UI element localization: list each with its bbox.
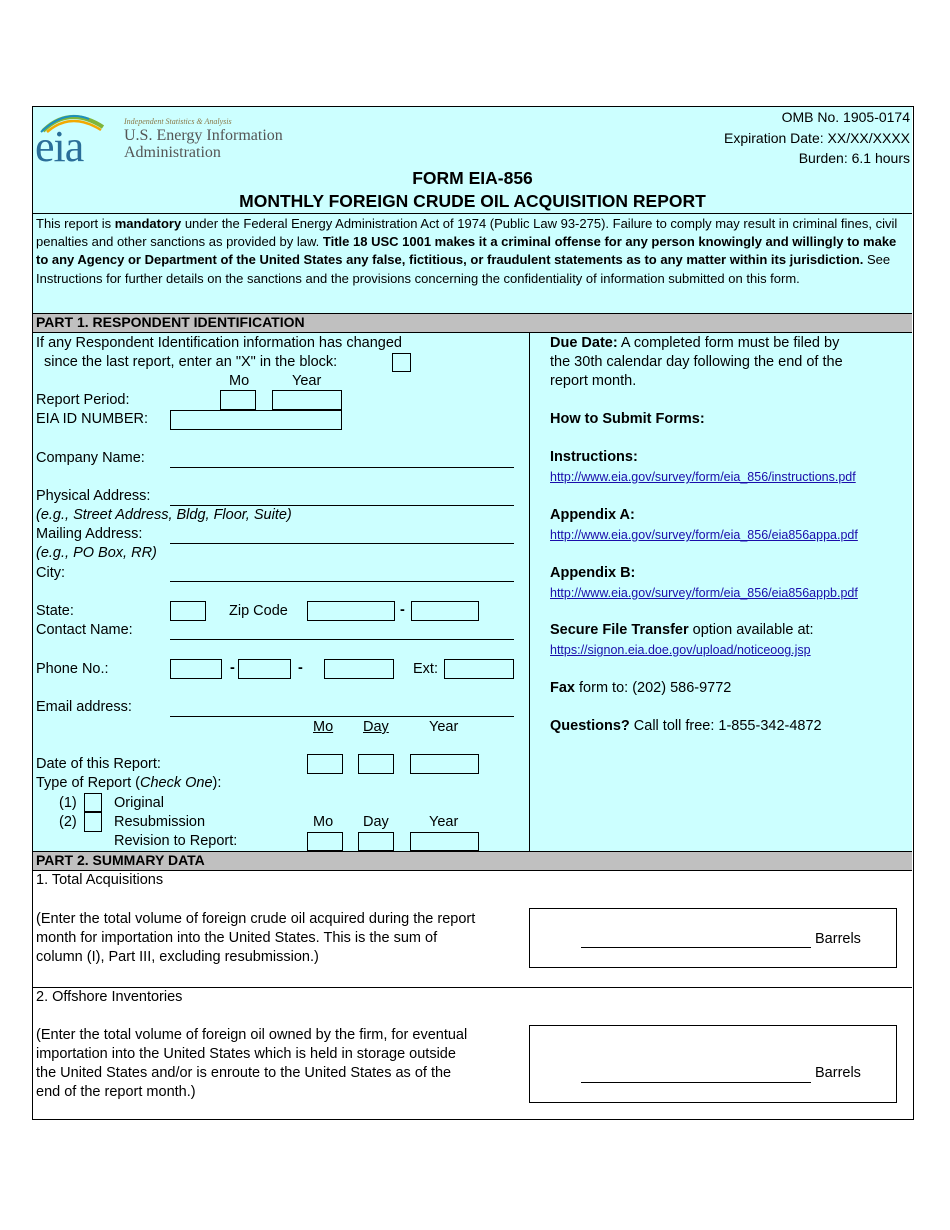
revision-month-input[interactable] bbox=[307, 832, 343, 851]
total-acquisitions-input[interactable] bbox=[581, 947, 811, 948]
offshore-inventories-box bbox=[529, 1025, 897, 1103]
phone-prefix-input[interactable] bbox=[238, 659, 291, 679]
revision-year-input[interactable] bbox=[410, 832, 479, 851]
form-number: FORM EIA-856 bbox=[412, 168, 533, 188]
contact-name-label: Contact Name: bbox=[36, 622, 133, 638]
revision-day-header: Day bbox=[363, 814, 389, 830]
appendix-a-label: Appendix A: bbox=[550, 507, 635, 523]
zip-dash: - bbox=[400, 602, 405, 618]
offshore-inventories-desc-1: (Enter the total volume of foreign oil owned by the firm, for eventual bbox=[36, 1027, 468, 1043]
how-to-submit-heading: How to Submit Forms: bbox=[550, 411, 705, 427]
info-changed-checkbox[interactable] bbox=[392, 353, 411, 372]
option-resubmission-label: Resubmission bbox=[114, 814, 206, 830]
report-date-month-input[interactable] bbox=[307, 754, 343, 774]
omb-number: OMB No. 1905-0174 bbox=[781, 109, 910, 125]
agency-name-line1: U.S. Energy Information bbox=[124, 127, 283, 144]
eia-id-label: EIA ID NUMBER: bbox=[36, 411, 148, 427]
agency-name-line2: Administration bbox=[124, 144, 221, 161]
due-date-line3: report month. bbox=[550, 373, 637, 389]
zip-extension-input[interactable] bbox=[411, 601, 479, 621]
part1-header: PART 1. RESPONDENT IDENTIFICATION bbox=[33, 313, 912, 333]
offshore-inventories-title: 2. Offshore Inventories bbox=[36, 989, 183, 1005]
report-date-year-header: Year bbox=[429, 719, 459, 735]
due-date-line2: the 30th calendar day following the end of the bbox=[550, 354, 843, 370]
revision-day-input[interactable] bbox=[358, 832, 394, 851]
option-original-number: (1) bbox=[59, 795, 77, 811]
offshore-inventories-desc-2: importation into the United States which is held in storage outside bbox=[36, 1046, 456, 1062]
expiration-date: Expiration Date: XX/XX/XXXX bbox=[724, 130, 910, 146]
company-name-label: Company Name: bbox=[36, 450, 145, 466]
report-period-month-input[interactable] bbox=[220, 390, 256, 410]
revision-mo-header: Mo bbox=[313, 814, 334, 830]
report-type-label: Type of Report (Check One): bbox=[36, 775, 222, 791]
city-input[interactable] bbox=[170, 581, 514, 582]
total-acquisitions-desc-2: month for importation into the United States. This is the sum of bbox=[36, 930, 438, 946]
fax-info: Fax form to: (202) 586-9772 bbox=[550, 680, 732, 696]
resubmission-checkbox[interactable] bbox=[84, 812, 102, 832]
ext-label: Ext: bbox=[413, 661, 438, 677]
report-date-day-input[interactable] bbox=[358, 754, 394, 774]
company-name-input[interactable] bbox=[170, 467, 514, 468]
contact-name-input[interactable] bbox=[170, 639, 514, 640]
secure-file-transfer-link[interactable]: https://signon.eia.doe.gov/upload/noticeoog.jsp bbox=[550, 643, 811, 657]
city-label: City: bbox=[36, 565, 65, 581]
physical-address-input[interactable] bbox=[170, 505, 514, 506]
instructions-link[interactable]: http://www.eia.gov/survey/form/eia_856/instructions.pdf bbox=[550, 470, 856, 484]
phone-dash-2: - bbox=[298, 660, 303, 676]
total-acquisitions-desc-1: (Enter the total volume of foreign crude oil acquired during the report bbox=[36, 911, 476, 927]
revision-label: Revision to Report: bbox=[114, 833, 238, 849]
offshore-inventories-unit: Barrels bbox=[815, 1065, 861, 1081]
option-resubmission-number: (2) bbox=[59, 814, 77, 830]
appendix-b-link[interactable]: http://www.eia.gov/survey/form/eia_856/eia856appb.pdf bbox=[550, 586, 858, 600]
report-date-year-input[interactable] bbox=[410, 754, 479, 774]
physical-address-hint: (e.g., Street Address, Bldg, Floor, Suite) bbox=[36, 507, 292, 523]
report-date-day-header: Day bbox=[363, 719, 389, 735]
zip-code-label: Zip Code bbox=[229, 603, 288, 619]
offshore-inventories-input[interactable] bbox=[581, 1082, 811, 1083]
date-of-report-label: Date of this Report: bbox=[36, 756, 161, 772]
mailing-address-input[interactable] bbox=[170, 543, 514, 544]
form-title: MONTHLY FOREIGN CRUDE OIL ACQUISITION REPORT bbox=[239, 191, 706, 211]
changed-info-line2: since the last report, enter an "X" in the block: bbox=[44, 354, 338, 370]
appendix-b-label: Appendix B: bbox=[550, 565, 636, 581]
state-input[interactable] bbox=[170, 601, 206, 621]
eia-id-input[interactable] bbox=[170, 410, 342, 430]
state-label: State: bbox=[36, 603, 74, 619]
option-original-label: Original bbox=[114, 795, 164, 811]
total-acquisitions-desc-3: column (I), Part III, excluding resubmission.) bbox=[36, 949, 319, 965]
changed-info-line1: If any Respondent Identification information has changed bbox=[36, 335, 402, 351]
appendix-a-link[interactable]: http://www.eia.gov/survey/form/eia_856/eia856appa.pdf bbox=[550, 528, 858, 542]
legal-notice: This report is mandatory under the Federal Energy Administration Act of 1974 (Public Law 93-275). Failure to comply may result in criminal fines, civil penalties and other sanctions as provided by law. Title 18 USC 1001 makes it a criminal offense for any person knowingly and willingly to make to any Agency or Department of the United States any false, fictitious, or fraudulent statements as to any matter within its jurisdiction. See Instructions for further details on the sanctions and the provisions concerning the confidentiality of information submitted on this form. bbox=[36, 216, 898, 286]
report-period-year-header: Year bbox=[292, 373, 322, 389]
original-checkbox[interactable] bbox=[84, 793, 102, 812]
part2-header: PART 2. SUMMARY DATA bbox=[33, 851, 912, 871]
total-acquisitions-title: 1. Total Acquisitions bbox=[36, 872, 164, 888]
mailing-address-label: Mailing Address: bbox=[36, 526, 143, 542]
eia-logo-text: eia bbox=[35, 122, 84, 171]
phone-label: Phone No.: bbox=[36, 661, 109, 677]
form-eia-856 bbox=[32, 106, 914, 1120]
phone-ext-input[interactable] bbox=[444, 659, 514, 679]
phone-line-input[interactable] bbox=[324, 659, 394, 679]
report-date-mo-header: Mo bbox=[313, 719, 334, 735]
total-acquisitions-unit: Barrels bbox=[815, 931, 861, 947]
phone-dash-1: - bbox=[230, 660, 235, 676]
mailing-address-hint: (e.g., PO Box, RR) bbox=[36, 545, 157, 561]
email-label: Email address: bbox=[36, 699, 132, 715]
questions-info: Questions? Call toll free: 1-855-342-4872 bbox=[550, 718, 822, 734]
email-input[interactable] bbox=[170, 716, 514, 717]
phone-area-input[interactable] bbox=[170, 659, 222, 679]
agency-tagline: Independent Statistics & Analysis bbox=[124, 117, 232, 126]
offshore-inventories-desc-3: the United States and/or is enroute to the United States as of the bbox=[36, 1065, 452, 1081]
zip-code-input[interactable] bbox=[307, 601, 395, 621]
instructions-label: Instructions: bbox=[550, 449, 638, 465]
report-period-mo-header: Mo bbox=[229, 373, 250, 389]
secure-file-transfer: Secure File Transfer option available at: bbox=[550, 622, 814, 638]
burden-hours: Burden: 6.1 hours bbox=[798, 150, 910, 166]
physical-address-label: Physical Address: bbox=[36, 488, 151, 504]
revision-year-header: Year bbox=[429, 814, 459, 830]
report-period-label: Report Period: bbox=[36, 392, 130, 408]
offshore-inventories-desc-4: end of the report month.) bbox=[36, 1084, 196, 1100]
report-period-year-input[interactable] bbox=[272, 390, 342, 410]
due-date: Due Date: A completed form must be filed by bbox=[550, 335, 840, 351]
